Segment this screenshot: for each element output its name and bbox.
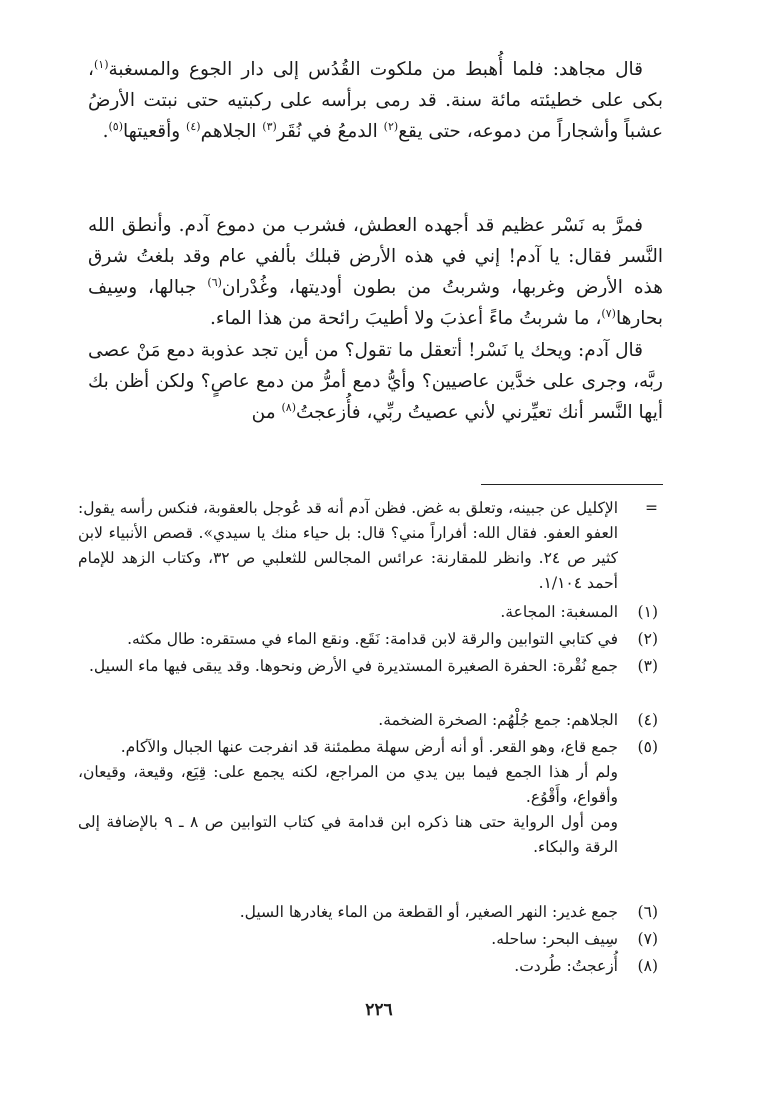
footnote-marker-6[interactable]: (٦) <box>207 275 222 289</box>
paragraph-2-text-b: جبالها، وسِيف بحارها <box>88 277 663 329</box>
footnote-marker-8[interactable]: (٨) <box>281 400 297 414</box>
footnote-7-number: (٧) <box>637 930 658 948</box>
footnote-1-number: (١) <box>637 603 658 621</box>
paragraph-1-text-c: الدمعُ في نُقَر <box>276 121 384 142</box>
footnote-3-number: (٣) <box>637 657 658 675</box>
footnote-5-note-1: ولم أر هذا الجمع فيما بين يدي من المراجع، لكنه يجمع على: قِيَع، وقيعة، وقيعان، وأقواع، وأَقْوُع. <box>78 763 618 806</box>
paragraph-1-text-a: قال مجاهد: فلما أُهبط من ملكوت القُدُس إلى دار الجوع والمسغبة <box>108 59 643 80</box>
footnote-marker-3[interactable]: (٣) <box>262 119 277 133</box>
footnote-5-text: جمع قاع، وهو القعر. أو أنه أرض سهلة مطمئنة قد انفرجت عنها الجبال والآكام. <box>120 738 618 756</box>
footnote-separator <box>481 484 663 485</box>
footnote-5-note-2: ومن أول الرواية حتى هنا ذكره ابن قدامة في كتاب التوابين ص ٨ ـ ٩ بالإضافة إلى الرقة والبكاء. <box>78 813 618 856</box>
paragraph-1-text-f: . <box>102 121 109 142</box>
paragraph-2-text-a: فمرَّ به نَسْر عظيم قد أجهده العطش، فشرب من دموع آدم. وأنطق الله النَّسر فقال: يا آدم! إني في هذه الأرض قبلك بألفي عام وقد بلغتُ شرق هذه الأرض وغربها، وشربتُ من بطون أوديتها، وغُدْران <box>88 215 663 298</box>
footnote-7-text: سِيف البحر: ساحله. <box>491 930 618 948</box>
paragraph-1-text-b: ، بكى على خطيئته مائة سنة. قد رمى برأسه على ركبتيه حتى نبتت الأرضُ عشباً وأشجاراً من دموعه، حتى يقع <box>88 59 663 142</box>
page-number: ٢٢٦ <box>365 1000 393 1020</box>
continuation-marker: = <box>645 499 658 517</box>
continuation-text: الإكليل عن جبينه، وتعلق به غض. فظن آدم أنه قد عُوجل بالعقوبة، فنكس رأسه يقول: العفو العفو. فقال الله: أفراراً مني؟ قال: بل حياء منك يا سيدي». قصص الأنبياء لابن كثير ص ٢٤. وانظر للمقارنة: عرائس المجالس للثعلبي ص ٣٢، وكتاب الزهد للإمام أحمد ١/١٠٤. <box>78 499 618 592</box>
footnote-6-text: جمع غدير: النهر الصغير، أو القطعة من الماء يغادرها السيل. <box>239 903 618 921</box>
footnote-4-number: (٤) <box>637 711 658 729</box>
footnote-3 <box>78 654 658 679</box>
footnote-5 <box>78 735 658 860</box>
paragraph-2 <box>88 210 663 334</box>
footnote-marker-7[interactable]: (٧) <box>601 306 616 320</box>
footnote-marker-2[interactable]: (٢) <box>383 119 399 133</box>
footnote-3-text: جمع نُقْرة: الحفرة الصغيرة المستديرة في الأرض ونحوها. وقد يبقى فيها ماء السيل. <box>88 657 618 675</box>
footnote-1-text: المسغبة: المجاعة. <box>500 603 618 621</box>
footnote-marker-4[interactable]: (٤) <box>186 119 201 133</box>
paragraph-1-text-e: وأقعيتها <box>122 121 187 142</box>
paragraph-1 <box>88 54 663 147</box>
paragraph-1-text-d: الجلاهم <box>200 121 263 142</box>
footnote-8 <box>78 954 658 979</box>
footnote-continuation <box>78 496 658 596</box>
footnote-marker-5[interactable]: (٥) <box>108 119 123 133</box>
footnote-2-number: (٢) <box>637 630 658 648</box>
footnote-5-number: (٥) <box>637 738 658 756</box>
footnote-7 <box>78 927 658 952</box>
paragraph-3 <box>88 335 663 428</box>
footnote-6 <box>78 900 658 925</box>
paragraph-3-text-b: من <box>251 402 282 423</box>
paragraph-2-text-c: ، ما شربتُ ماءً أعذبَ ولا أطيبَ رائحة من هذا الماء. <box>210 308 602 329</box>
footnote-marker-1[interactable]: (١) <box>93 57 109 71</box>
footnote-6-number: (٦) <box>637 903 658 921</box>
footnote-2-text: في كتابي التوابين والرقة لابن قدامة: نَقَع. ونقع الماء في مستقره: طال مكثه. <box>127 630 618 648</box>
footnote-8-number: (٨) <box>637 957 658 975</box>
footnote-2 <box>78 627 658 652</box>
paragraph-3-text-a: قال آدم: ويحك يا نَسْر! أتعقل ما تقول؟ من أين تجد عذوبة دمع مَنْ عصى ربَّه، وجرى على خدَّين عاصيين؟ وأيُّ دمع أمرُّ من دمع عاصٍ؟ ولكن أظن بك أيها النَّسر أنك تعيِّرني لأني عصيتُ ربِّي، فأُزعجتُ <box>88 340 663 423</box>
footnote-4-text: الجلاهم: جمع جُلْهُم: الصخرة الضخمة. <box>378 711 618 729</box>
footnote-8-text: أُزعجتُ: طُردت. <box>514 957 618 975</box>
footnote-4 <box>78 708 658 733</box>
footnote-1 <box>78 600 658 625</box>
